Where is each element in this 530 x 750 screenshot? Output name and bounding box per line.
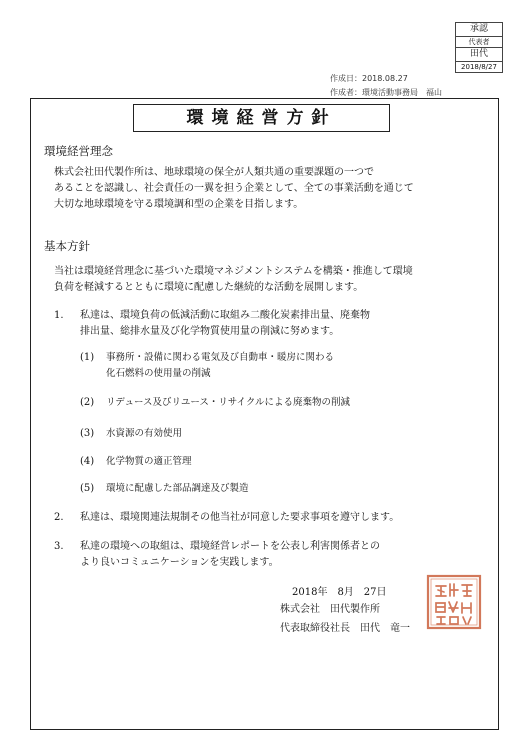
- subitem-number: (1): [80, 352, 95, 363]
- text-line: 私達は、環境関連法規制その他当社が同意した要求事項を遵守します。: [80, 512, 400, 523]
- text-line: 当社は環境経営理念に基づいた環境マネジメントシステムを構築・推進して環境: [54, 266, 413, 277]
- approval-header: 承認: [456, 23, 502, 37]
- policy-intro: [54, 264, 413, 296]
- subitem-number: (4): [80, 456, 95, 467]
- subitem-number: (2): [80, 397, 95, 408]
- text-line: 化学物質の適正管理: [106, 456, 192, 467]
- text-line: 大切な地球環境を守る環境調和型の企業を目指します。: [54, 199, 304, 210]
- item-number: 2.: [54, 512, 64, 523]
- policy-subitem: [106, 481, 249, 497]
- approval-role: 代表者: [456, 37, 502, 48]
- page-title: 環境経営方針: [133, 104, 390, 132]
- text-line: 負荷を軽減するとともに環境に配慮した継続的な活動を展開します。: [54, 282, 364, 293]
- philosophy-text: [54, 165, 414, 213]
- text-line: 水資源の有効使用: [106, 428, 183, 439]
- text-line: 化石燃料の使用量の削減: [106, 368, 211, 379]
- policy-subitem: [106, 350, 334, 382]
- item-number: 3.: [54, 541, 64, 552]
- policy-subitem: [106, 395, 350, 411]
- policy-item: [80, 510, 399, 526]
- policy-item: [80, 539, 380, 571]
- text-line: リデュース及びリユース・リサイクルによる廃棄物の削減: [106, 397, 351, 408]
- approval-box: [455, 22, 503, 73]
- text-line: 株式会社田代製作所は、地球環境の保全が人類共通の重要課題の一つで: [54, 167, 374, 178]
- company-seal-icon: [426, 574, 482, 630]
- text-line: 私達の環境への取組は、環境経営レポートを公表し利害関係者との: [80, 541, 380, 552]
- policy-subitem: [106, 454, 192, 470]
- text-line: 環境に配慮した部品調達及び製造: [106, 483, 249, 494]
- philosophy-heading: 環境経営理念: [44, 144, 113, 158]
- text-line: 排出量、総排水量及び化学物質使用量の削減に努めます。: [80, 326, 340, 337]
- subitem-number: (5): [80, 483, 95, 494]
- author: 作成者：環境活動事務局 福山: [330, 88, 442, 97]
- approval-name: 田代: [456, 48, 502, 62]
- item-number: 1.: [54, 310, 64, 321]
- signature-company: 株式会社 田代製作所: [280, 604, 380, 615]
- policy-item: [80, 308, 370, 340]
- text-line: 私達は、環境負荷の低減活動に取組み二酸化炭素排出量、廃棄物: [80, 310, 370, 321]
- subitem-number: (3): [80, 428, 95, 439]
- approval-date: 2018/8/27: [461, 63, 497, 71]
- text-line: より良いコミュニケーションを実践します。: [80, 557, 279, 568]
- text-line: あることを認識し、社会責任の一翼を担う企業として、全ての事業活動を通じて: [54, 183, 414, 194]
- policy-subitem: [106, 426, 182, 442]
- policy-heading: 基本方針: [44, 239, 90, 253]
- text-line: 事務所・設備に関わる電気及び自動車・暖房に関わる: [106, 352, 335, 363]
- signature-representative: 代表取締役社長 田代 竜一: [280, 623, 410, 634]
- created-date: 作成日：2018.08.27: [330, 74, 408, 83]
- signature-date: 2018年 8月 27日: [292, 587, 387, 598]
